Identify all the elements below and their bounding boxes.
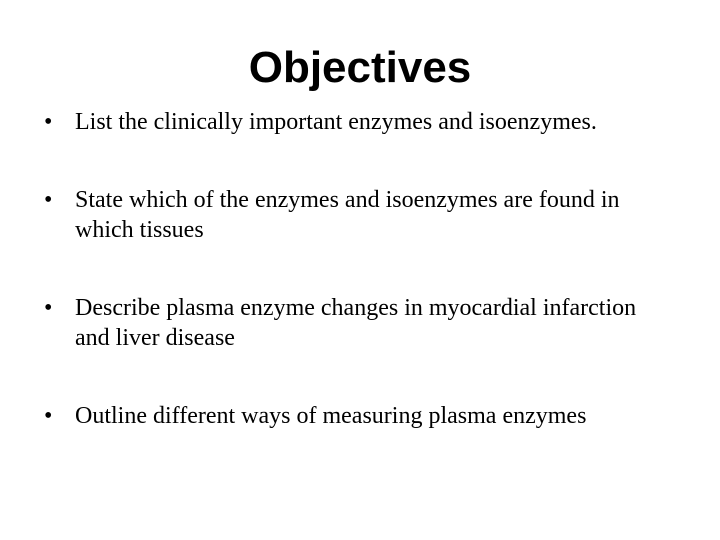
bullet-icon: •	[44, 295, 53, 321]
bullet-text: State which of the enzymes and isoenzymes are found in which tissues	[75, 187, 620, 243]
bullet-icon: •	[44, 109, 53, 135]
list-item	[44, 401, 664, 431]
bullet-text: Describe plasma enzyme changes in myocardial infarction and liver disease	[75, 295, 637, 351]
bullet-text: List the clinically important enzymes and isoenzymes.	[75, 109, 597, 135]
list-item	[44, 293, 664, 353]
bullet-icon: •	[44, 403, 53, 429]
objectives-list	[44, 107, 664, 479]
bullet-text: Outline different ways of measuring plasma enzymes	[75, 403, 587, 429]
bullet-icon: •	[44, 187, 53, 213]
slide-title: Objectives	[248, 43, 472, 92]
list-item	[44, 107, 664, 137]
list-item	[44, 185, 664, 245]
